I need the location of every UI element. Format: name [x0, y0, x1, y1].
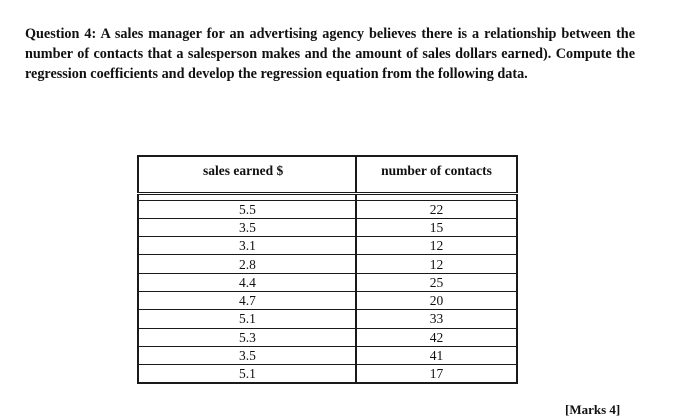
table-row — [138, 200, 517, 218]
contacts-cell: 12 — [356, 237, 517, 255]
header-number-of-contacts: number of contacts — [356, 156, 517, 193]
contacts-cell: 41 — [356, 346, 517, 364]
contacts-cell: 15 — [356, 218, 517, 236]
table-row — [138, 328, 517, 346]
table-row — [138, 237, 517, 255]
sales-cell: 3.5 — [138, 346, 356, 364]
contacts-cell: 20 — [356, 291, 517, 309]
table-row — [138, 255, 517, 273]
sales-cell: 4.4 — [138, 273, 356, 291]
sales-cell: 5.1 — [138, 310, 356, 328]
table-row — [138, 346, 517, 364]
table-row — [138, 291, 517, 309]
header-sales-earned: sales earned $ — [138, 156, 356, 193]
contacts-cell: 42 — [356, 328, 517, 346]
marks-label: [Marks 4] — [565, 402, 621, 417]
contacts-cell: 12 — [356, 255, 517, 273]
table-spacer-row — [138, 193, 517, 200]
sales-cell: 4.7 — [138, 291, 356, 309]
contacts-cell: 17 — [356, 365, 517, 384]
contacts-cell: 25 — [356, 273, 517, 291]
contacts-cell: 33 — [356, 310, 517, 328]
sales-cell: 2.8 — [138, 255, 356, 273]
table-row — [138, 273, 517, 291]
sales-cell: 5.5 — [138, 200, 356, 218]
table-body — [138, 193, 517, 383]
sales-cell: 3.5 — [138, 218, 356, 236]
sales-cell: 5.3 — [138, 328, 356, 346]
sales-cell: 3.1 — [138, 237, 356, 255]
table-row — [138, 218, 517, 236]
sales-cell: 5.1 — [138, 365, 356, 384]
table-header-row — [138, 156, 517, 193]
contacts-cell: 22 — [356, 200, 517, 218]
spacer-cell — [138, 193, 356, 200]
spacer-cell — [356, 193, 517, 200]
table-row — [138, 365, 517, 384]
question-text: Question 4: A sales manager for an advertising agency believes there is a relationship between the number of contacts that a salesperson makes and the amount of sales dollars earned). Compute the regression coefficients and develop the regression equation from the following data. — [25, 26, 635, 82]
data-table — [137, 155, 518, 384]
table-row — [138, 310, 517, 328]
